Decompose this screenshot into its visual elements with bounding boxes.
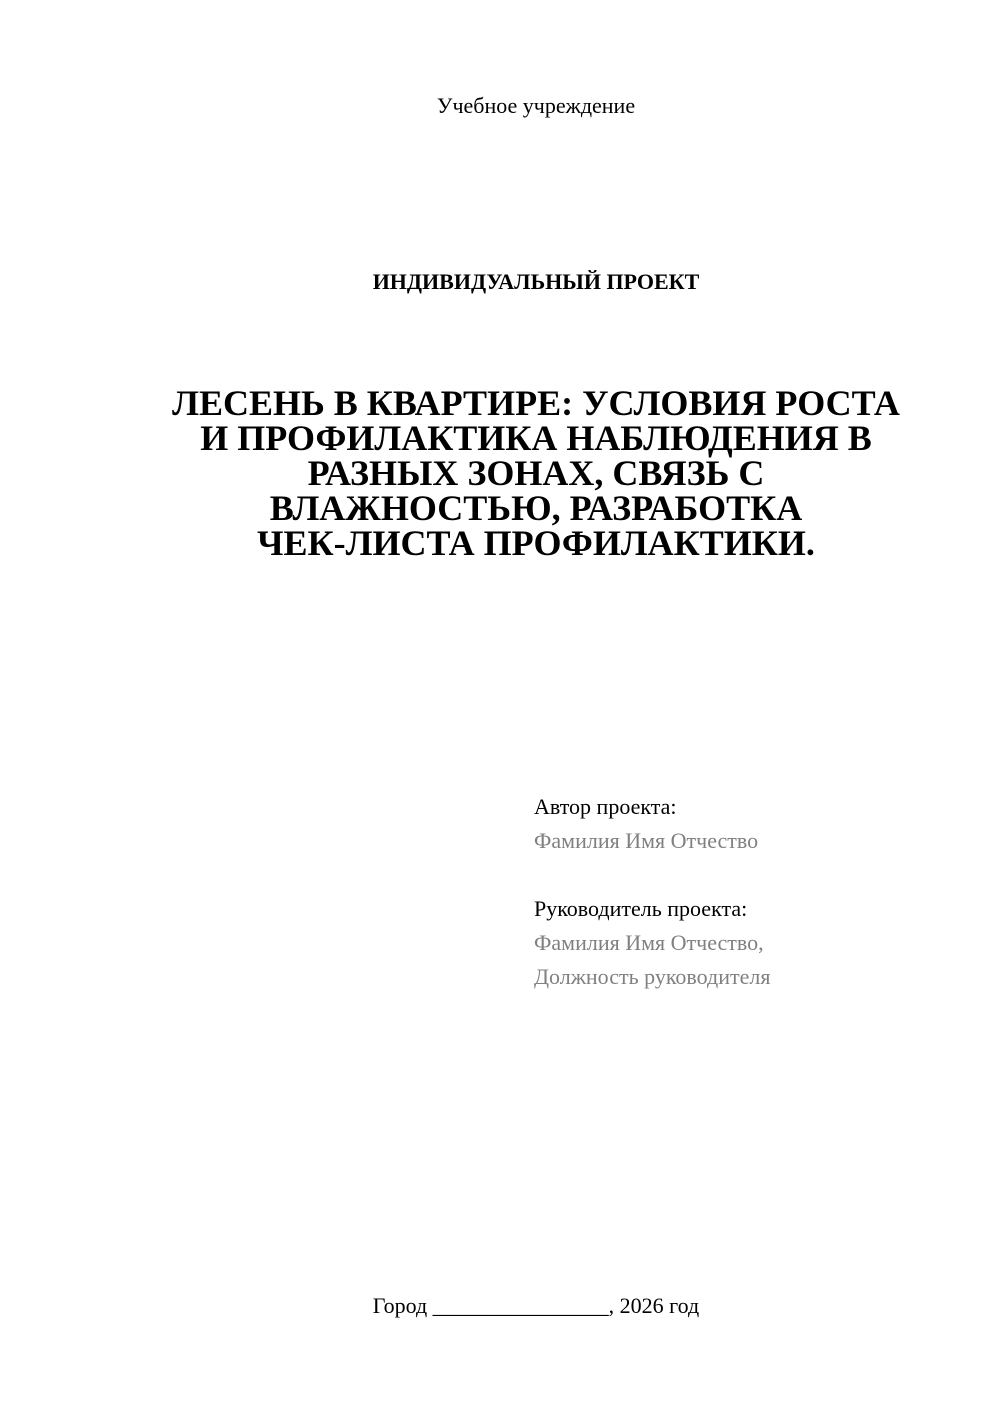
project-title: [100, 383, 972, 563]
project-type-heading: ИНДИВИДУАЛЬНЫЙ ПРОЕКТ: [372, 269, 700, 294]
title-line-4: ВЛАЖНОСТЬЮ, РАЗРАБОТКА: [269, 488, 803, 528]
institution-name: Учебное учреждение: [436, 93, 636, 118]
supervisor-label: Руководитель проекта:: [534, 896, 748, 921]
author-label: Автор проекта:: [534, 794, 677, 819]
supervisor-position: Должность руководителя: [534, 964, 771, 989]
title-line-2: И ПРОФИЛАКТИКА НАБЛЮДЕНИЯ В: [200, 418, 872, 458]
credits-block: [534, 790, 974, 994]
title-line-1: ЛЕСЕНЬ В КВАРТИРЕ: УСЛОВИЯ РОСТА: [172, 383, 900, 423]
supervisor-name: Фамилия Имя Отчество,: [534, 930, 764, 955]
city-year-line: Город ________________, 2026 год: [372, 1293, 700, 1318]
credits-spacer: [534, 858, 974, 892]
author-name: Фамилия Имя Отчество: [534, 828, 759, 853]
title-line-3: РАЗНЫХ ЗОНАХ, СВЯЗЬ С: [307, 453, 765, 493]
title-line-5: ЧЕК-ЛИСТА ПРОФИЛАКТИКИ.: [257, 523, 815, 563]
